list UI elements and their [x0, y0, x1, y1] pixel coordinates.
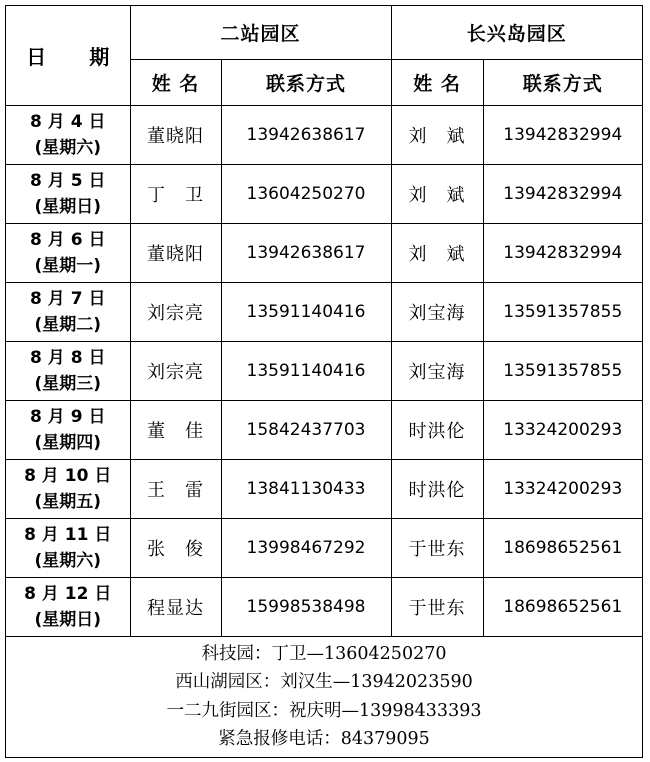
zone-b-phone-cell: 13942832994 — [483, 223, 642, 282]
zone-a-phone-cell: 13942638617 — [221, 223, 391, 282]
duty-row — [6, 164, 642, 223]
zone-b-name-cell: 刘宝海 — [391, 341, 483, 400]
duty-row — [6, 341, 642, 400]
duty-row — [6, 400, 642, 459]
date-cell — [6, 223, 130, 282]
zone-b-phone-cell: 13324200293 — [483, 400, 642, 459]
date-text: 8 月 12 日 — [24, 583, 112, 604]
weekday-text: (星期五) — [34, 491, 102, 512]
zone-a-name-cell: 丁 卫 — [130, 164, 221, 223]
zone-a-name-header: 姓 名 — [130, 59, 221, 105]
date-text: 8 月 7 日 — [30, 288, 106, 309]
zone-b-name-cell: 于世东 — [391, 518, 483, 577]
weekday-text: (星期一) — [34, 255, 102, 276]
zone-b-phone-cell: 13942832994 — [483, 105, 642, 164]
note-line: 一二九街园区：祝庆明—13998433393 — [166, 700, 482, 721]
weekday-text: (星期日) — [34, 609, 102, 630]
duty-row — [6, 518, 642, 577]
zone-b-name-header: 姓 名 — [391, 59, 483, 105]
weekday-text: (星期六) — [34, 550, 102, 571]
date-text: 8 月 4 日 — [30, 111, 106, 132]
zone-a-phone-cell: 13604250270 — [221, 164, 391, 223]
date-text: 8 月 10 日 — [24, 465, 112, 486]
zone-b-name-cell: 时洪伦 — [391, 459, 483, 518]
zone-b-phone-cell: 13591357855 — [483, 282, 642, 341]
zone-b-phone-cell: 13591357855 — [483, 341, 642, 400]
zone-a-phone-cell: 15998538498 — [221, 577, 391, 636]
zone-a-phone-cell: 13942638617 — [221, 105, 391, 164]
duty-row — [6, 223, 642, 282]
zone-b-phone-cell: 18698652561 — [483, 577, 642, 636]
date-text: 8 月 11 日 — [24, 524, 112, 545]
zone-b-name-cell: 刘宝海 — [391, 282, 483, 341]
zone-a-phone-cell: 13591140416 — [221, 341, 391, 400]
zone-a-phone-cell: 13998467292 — [221, 518, 391, 577]
weekday-text: (星期三) — [34, 373, 102, 394]
zone-a-name-cell: 刘宗亮 — [130, 341, 221, 400]
zone-b-phone-cell: 13324200293 — [483, 459, 642, 518]
zone-a-phone-cell: 13591140416 — [221, 282, 391, 341]
date-text: 8 月 5 日 — [30, 170, 106, 191]
duty-row — [6, 577, 642, 636]
date-cell — [6, 459, 130, 518]
note-line: 科技园：丁卫—13604250270 — [201, 643, 447, 664]
zone-a-name-cell: 董晓阳 — [130, 105, 221, 164]
duty-roster-sheet — [5, 5, 643, 758]
date-text: 8 月 9 日 — [30, 406, 106, 427]
date-text: 8 月 6 日 — [30, 229, 106, 250]
zone-b-name-cell: 刘 斌 — [391, 105, 483, 164]
zone-b-contact-header: 联系方式 — [483, 59, 642, 105]
zone-a-name-cell: 董 佳 — [130, 400, 221, 459]
zone-a-contact-header: 联系方式 — [221, 59, 391, 105]
date-cell — [6, 518, 130, 577]
zone-b-phone-cell: 13942832994 — [483, 164, 642, 223]
duty-row — [6, 105, 642, 164]
date-text: 8 月 8 日 — [30, 347, 106, 368]
zone-b-name-cell: 于世东 — [391, 577, 483, 636]
zone-a-phone-cell: 13841130433 — [221, 459, 391, 518]
duty-row — [6, 282, 642, 341]
zone-b-name-cell: 时洪伦 — [391, 400, 483, 459]
zone-a-name-cell: 张 俊 — [130, 518, 221, 577]
weekday-text: (星期日) — [34, 196, 102, 217]
zone-b-header: 长兴岛园区 — [391, 6, 642, 59]
duty-roster-table — [6, 6, 642, 637]
date-column-header: 日 期 — [6, 6, 130, 105]
date-cell — [6, 577, 130, 636]
date-cell — [6, 341, 130, 400]
date-cell — [6, 400, 130, 459]
zone-a-name-cell: 董晓阳 — [130, 223, 221, 282]
zone-b-phone-cell: 18698652561 — [483, 518, 642, 577]
date-cell — [6, 164, 130, 223]
weekday-text: (星期六) — [34, 137, 102, 158]
note-line: 紧急报修电话：84379095 — [218, 729, 430, 749]
weekday-text: (星期二) — [34, 314, 102, 335]
weekday-text: (星期四) — [34, 432, 102, 453]
zone-a-phone-cell: 15842437703 — [221, 400, 391, 459]
zone-a-name-cell: 王 雷 — [130, 459, 221, 518]
zone-b-name-cell: 刘 斌 — [391, 164, 483, 223]
date-cell — [6, 105, 130, 164]
duty-row — [6, 459, 642, 518]
note-line: 西山湖园区：刘汉生—13942023590 — [175, 672, 473, 692]
zone-b-name-cell: 刘 斌 — [391, 223, 483, 282]
zone-a-name-cell: 刘宗亮 — [130, 282, 221, 341]
date-cell — [6, 282, 130, 341]
other-zones-contacts — [6, 637, 642, 754]
zone-a-name-cell: 程显达 — [130, 577, 221, 636]
zone-a-header: 二站园区 — [130, 6, 391, 59]
